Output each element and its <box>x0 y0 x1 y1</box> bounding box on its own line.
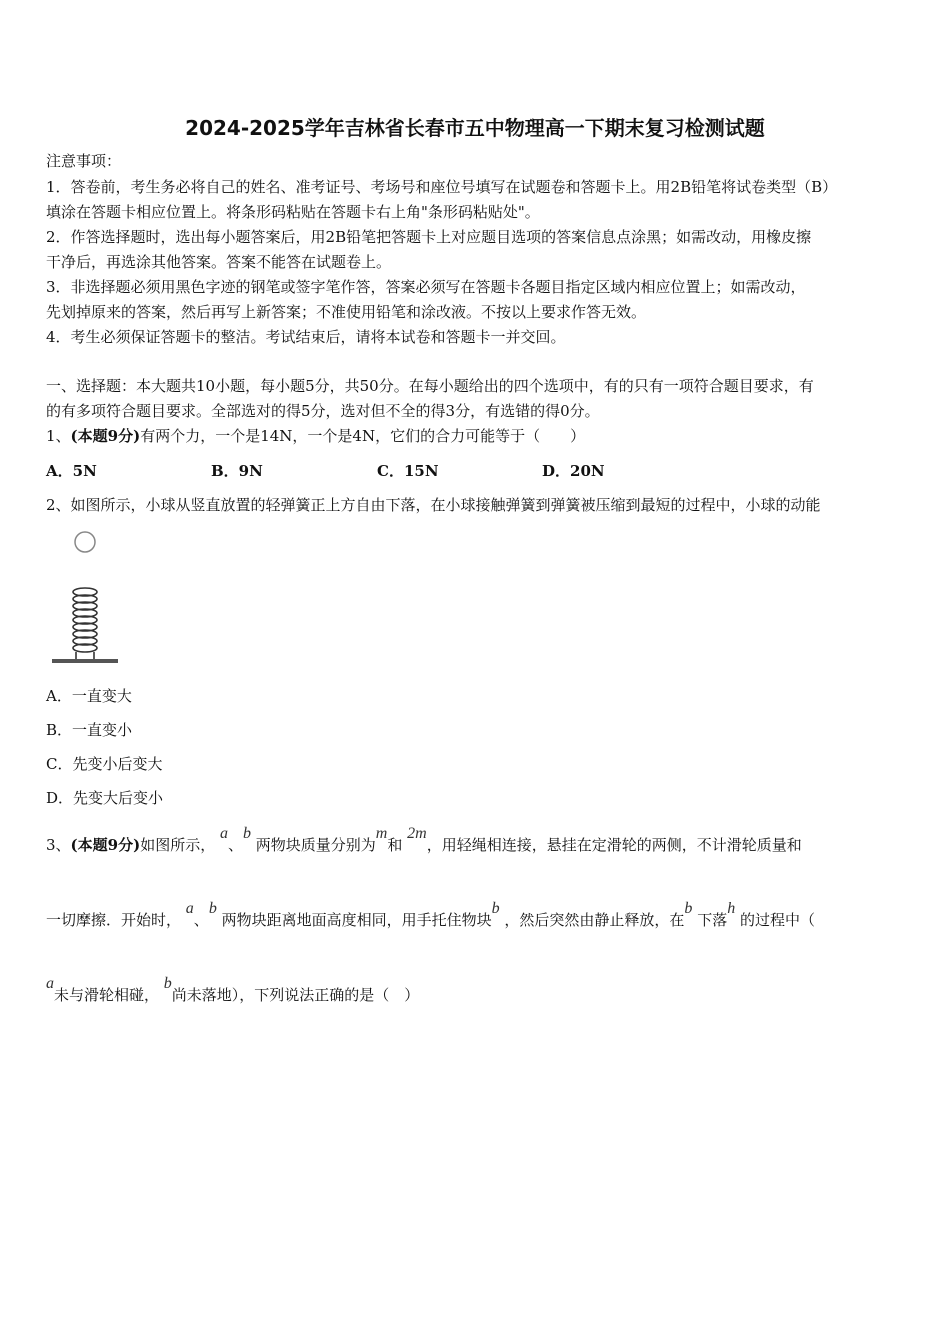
option-b: B．9N <box>211 462 263 480</box>
var-h: h <box>727 900 736 917</box>
var-b: b <box>491 900 500 917</box>
question-text: 和 <box>387 836 403 854</box>
var-b: b <box>163 975 172 992</box>
option-a: A．一直变大 <box>46 687 132 705</box>
option-b: B．一直变小 <box>46 721 133 739</box>
notice-line: 先划掉原来的答案，然后再写上新答案；不准使用铅笔和涂改液。不按以上要求作答无效。 <box>46 303 647 321</box>
question-text: 一切摩擦．开始时， <box>46 911 182 929</box>
ball-icon <box>75 532 95 552</box>
separator: 、 <box>227 836 243 854</box>
var-m: m <box>375 825 388 842</box>
question-1 <box>46 426 585 446</box>
var-b: b <box>243 825 251 842</box>
question-text: ，用轻绳相连接，悬挂在定滑轮的两侧，不计滑轮质量和 <box>426 836 802 854</box>
option-a: A．5N <box>46 462 97 480</box>
spring-icon <box>73 588 97 660</box>
question-text: 如图所示， <box>140 836 216 854</box>
question-text: 尚未落地），下列说法正确的是（ ） <box>171 986 420 1004</box>
question-text: 两物块距离地面高度相同，用手托住物块 <box>221 911 492 929</box>
question-text: 有两个力，一个是14N，一个是4N，它们的合力可能等于（ ） <box>140 427 586 445</box>
question-score: (本题9分) <box>70 427 141 445</box>
var-a: a <box>219 825 228 842</box>
notice-line: 4．考生必须保证答题卡的整洁。考试结束后，请将本试卷和答题卡一并交回。 <box>46 328 566 346</box>
separator: 、 <box>193 911 209 929</box>
var-2m: 2m <box>407 825 427 842</box>
question-text: 未与滑轮相碰， <box>54 986 160 1004</box>
question-2: 2、如图所示，小球从竖直放置的轻弹簧正上方自由下落，在小球接触弹簧到弹簧被压缩到最短的过程中，小球的动能 <box>46 496 821 514</box>
question-text: 的过程中（ <box>739 911 815 929</box>
var-b: b <box>684 900 693 917</box>
notice-line: 填涂在答题卡相应位置上。将条形码粘贴在答题卡右上角"条形码粘贴处"。 <box>46 203 540 221</box>
ball-spring-figure <box>50 528 130 668</box>
question-3-line-1 <box>46 825 802 856</box>
page-title: 2024-2025学年吉林省长春市五中物理高一下期末复习检测试题 <box>185 116 765 140</box>
option-d: D．先变大后变小 <box>46 789 164 807</box>
question-number: 3、 <box>46 836 71 854</box>
var-b: b <box>208 900 217 917</box>
question-score: (本题9分) <box>70 836 141 854</box>
question-number: 1、 <box>46 427 71 445</box>
question-3-line-2 <box>46 900 815 931</box>
question-text: 两物块质量分别为 <box>255 836 376 854</box>
section-instructions: 一、选择题：本大题共10小题，每小题5分，共50分。在每小题给出的四个选项中，有的只有一项符合题目要求，有 <box>46 377 814 395</box>
notice-line: 2．作答选择题时，选出每小题答案后，用2B铅笔把答题卡上对应题目选项的答案信息点涂黑；如需改动，用橡皮擦 <box>46 228 812 246</box>
var-a: a <box>46 975 54 992</box>
section-instructions: 的有多项符合题目要求。全部选对的得5分，选对但不全的得3分，有选错的得0分。 <box>46 402 600 420</box>
ground-icon <box>52 659 118 663</box>
question-text: 下落 <box>697 911 728 929</box>
notice-line: 3．非选择题必须用黑色字迹的钢笔或签字笔作答，答案必须写在答题卡各题目指定区域内相应位置上；如需改动， <box>46 278 806 296</box>
notice-line: 干净后，再选涂其他答案。答案不能答在试题卷上。 <box>46 253 392 271</box>
question-text: ，然后突然由静止释放，在 <box>504 911 685 929</box>
var-a: a <box>185 900 194 917</box>
question-3-line-3 <box>46 975 420 1006</box>
notice-line: 1．答卷前，考生务必将自己的姓名、准考证号、考场号和座位号填写在试题卷和答题卡上。用2B铅笔将试卷类型（B） <box>46 178 838 196</box>
question-1-options <box>46 460 906 482</box>
notice-heading: 注意事项： <box>46 152 122 170</box>
option-d: D．20N <box>542 462 605 480</box>
option-c: C．先变小后变大 <box>46 755 163 773</box>
option-c: C．15N <box>377 462 439 480</box>
